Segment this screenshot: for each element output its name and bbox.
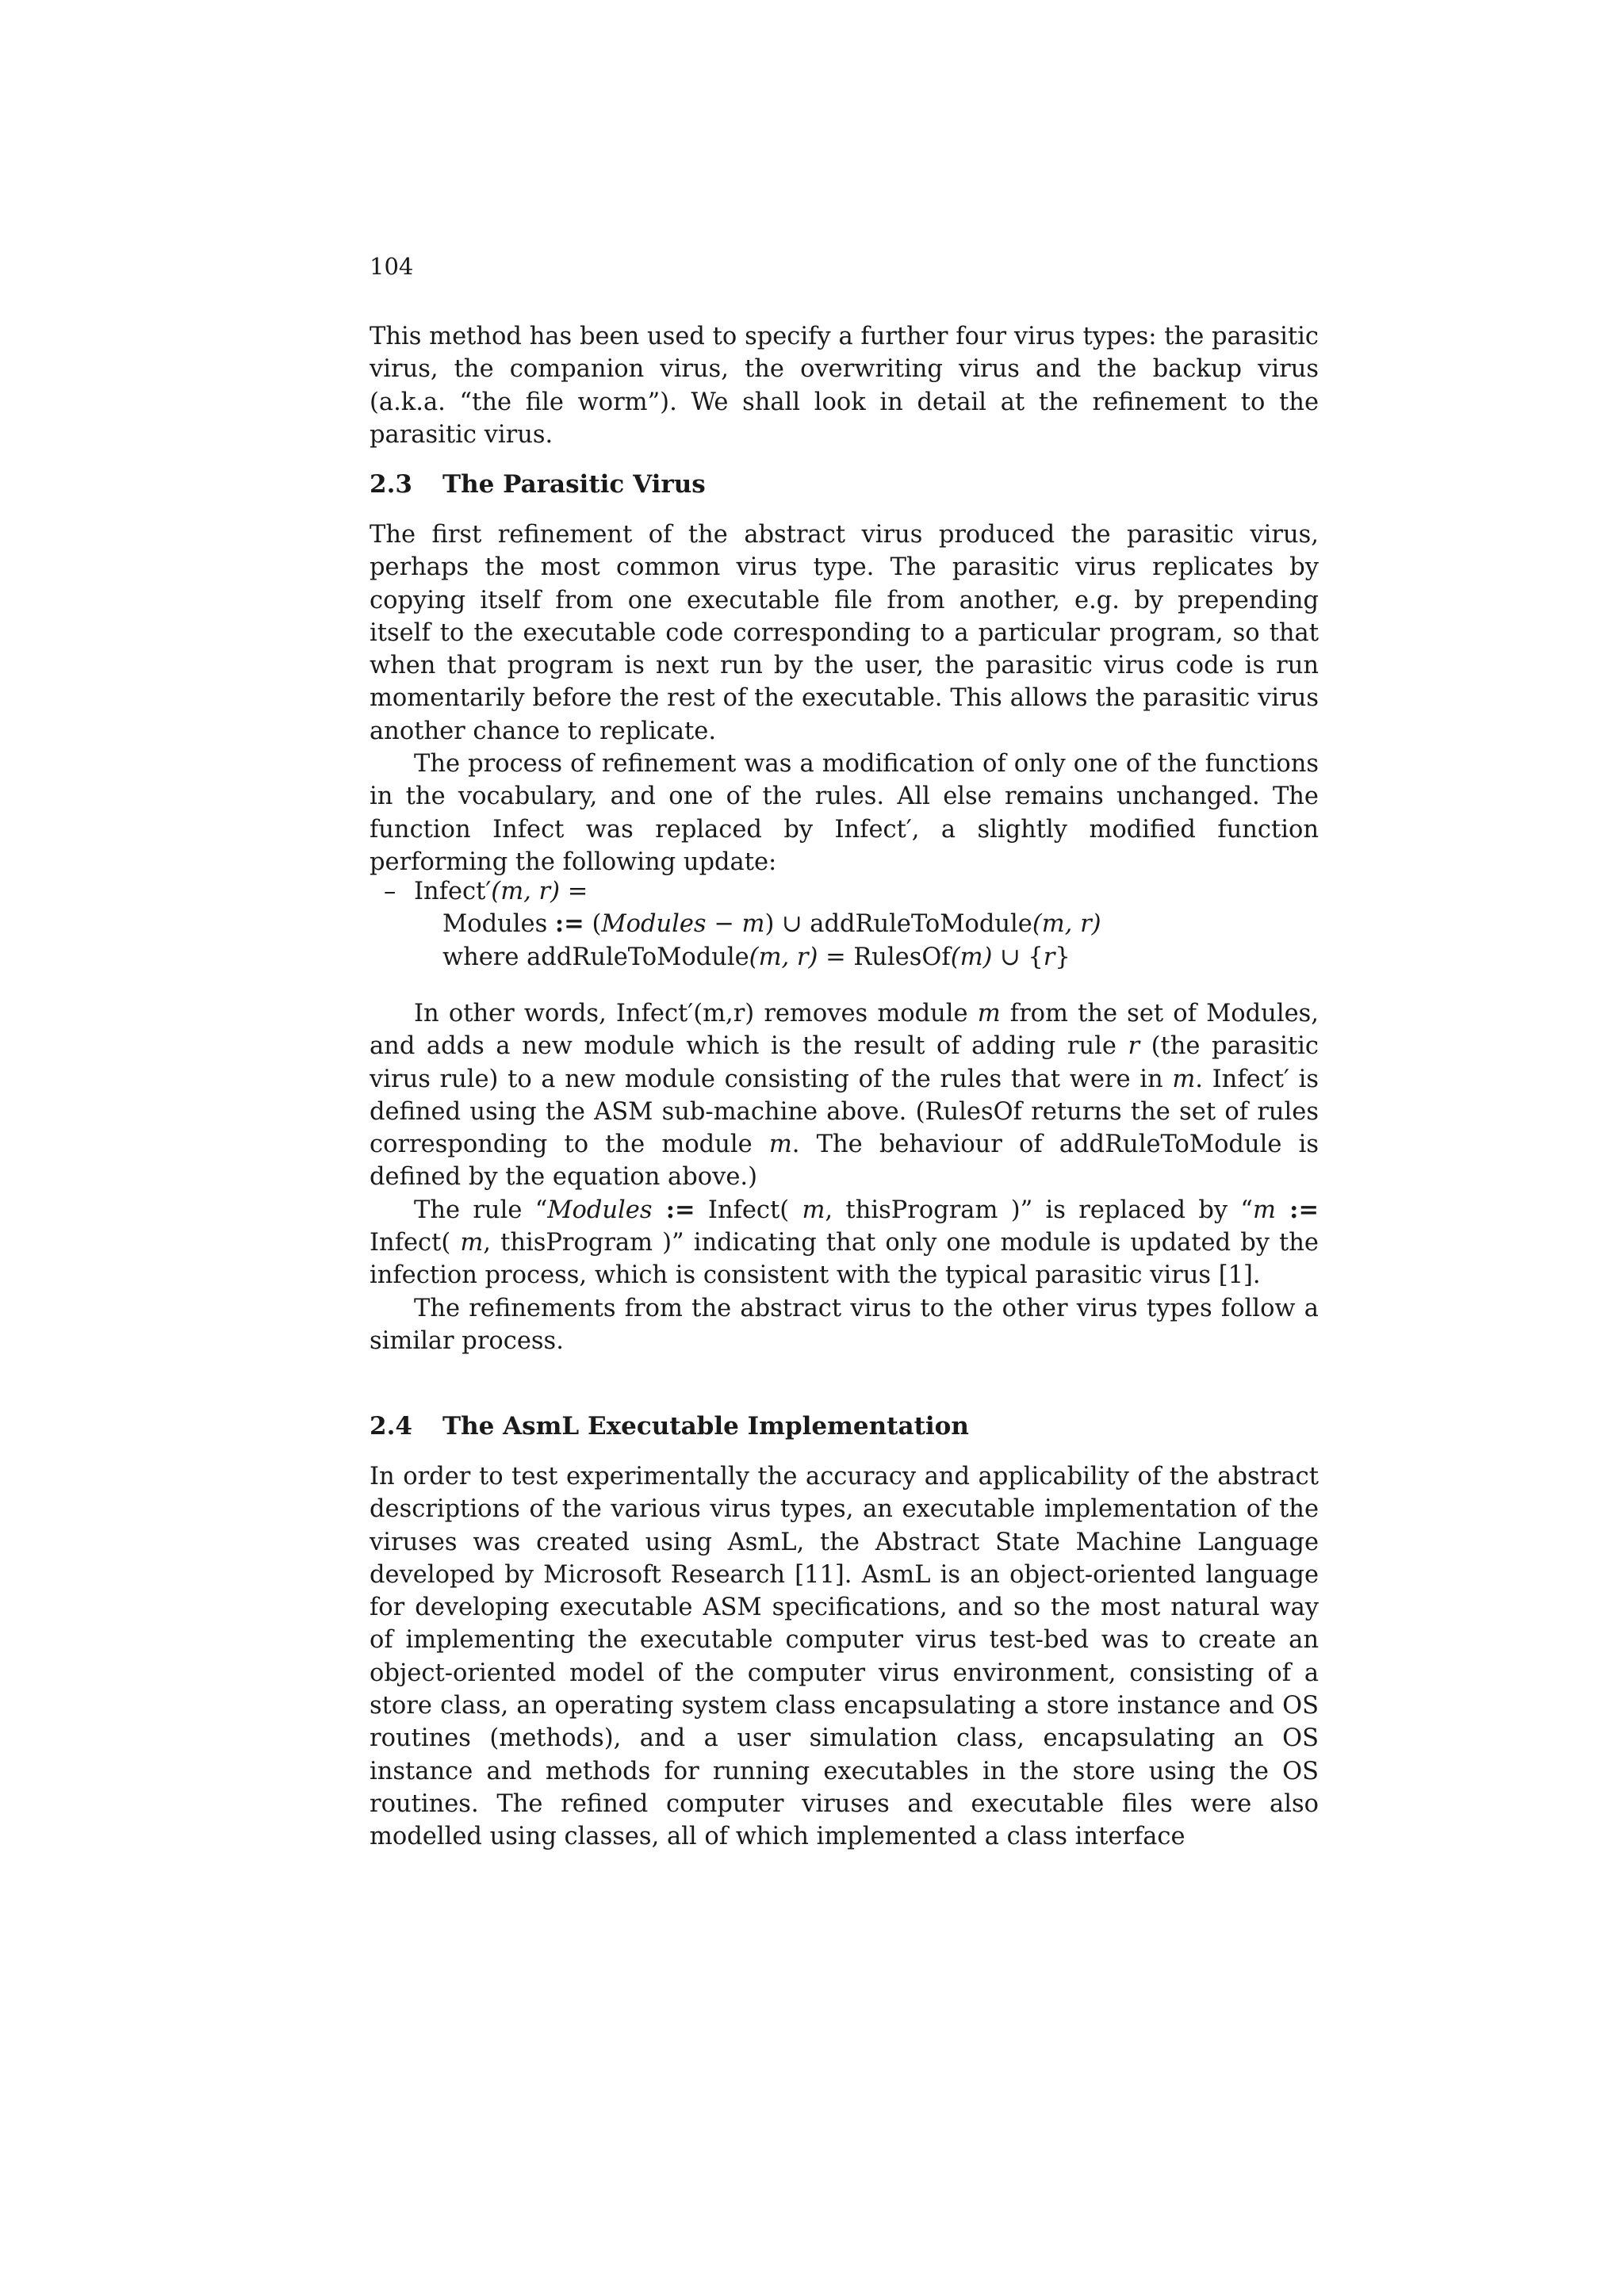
paragraph: The first refinement of the abstract virus produced the parasitic virus, perhaps the most common virus type. The parasitic virus replicates by copying itself from one executable file from another, e.g. by prepending itself to the executable code corresponding to a particular program, so that when that program is next run by the user, the parasitic virus code is run momentarily before the rest of the executable. This allows the parasitic virus another chance to replicate.	[370, 521, 1319, 745]
text-run: from the set of Modules, and adds a new module which is the result of adding rule	[370, 1000, 1319, 1061]
formula-text: Modules	[442, 910, 555, 939]
formula-args: (m, r)	[491, 878, 560, 905]
section-2-3-body	[370, 519, 1319, 878]
section-number: 2.4	[370, 1412, 412, 1441]
paragraph	[370, 997, 1319, 1194]
formula-line	[370, 941, 1319, 974]
paragraph: The process of refinement was a modification of only one of the functions in the vocabulary, and one of the rules. All else remains unchanged. The function Infect was replaced by Infect′, a slightly modified function performing the following update:	[370, 750, 1319, 876]
assign-operator: :=	[652, 1195, 695, 1224]
formula-var: r	[1043, 943, 1055, 971]
math-var: m	[977, 1000, 1001, 1027]
page-number: 104	[370, 253, 414, 280]
text-run: (the parasitic virus rule) to a new module consisting of the rules that were in	[370, 1032, 1320, 1093]
formula-text: ) ∪ addRuleToModule	[764, 910, 1032, 939]
formula-var: Modules	[601, 910, 707, 939]
formula-text: }	[1055, 943, 1071, 971]
formula-var: (m)	[950, 943, 993, 971]
text-run: In other words, Infect′(m,r) removes module	[414, 1000, 978, 1027]
assign-operator: :=	[1275, 1195, 1319, 1224]
text-run: , thisProgram )” indicating that only one module is updated by the infection process, which is consistent with the typical parasitic virus [1].	[370, 1229, 1319, 1290]
text-run: . Infect′ is defined using the ASM sub-machine above. (RulesOf returns the set of rules corresponding to the module	[370, 1065, 1319, 1159]
text-run: Infect(	[695, 1196, 802, 1224]
bullet-dash: –	[384, 878, 396, 905]
section-heading-2-3	[370, 468, 706, 501]
section-2-3-continued	[370, 997, 1319, 1357]
formula-text: Infect′	[414, 878, 492, 905]
text-run: The rule “	[414, 1196, 548, 1224]
section-title: The Parasitic Virus	[442, 470, 706, 499]
section-2-4-body	[370, 1460, 1319, 1854]
section-number: 2.3	[370, 470, 412, 499]
math-var: m	[460, 1229, 484, 1257]
section-heading-2-4	[370, 1410, 969, 1443]
formula-line	[370, 875, 1319, 908]
infect-formula	[370, 875, 1319, 974]
formula-text: = RulesOf	[818, 943, 951, 971]
paragraph: In order to test experimentally the accuracy and applicability of the abstract descriptions of the various virus types, an executable implementation of the viruses was created using AsmL, the Abstract State Machine Language developed by Microsoft Research [11]. AsmL is an object-oriented language for developing executable ASM specifications, and so the most natural way of implementing the executable computer virus test-bed was to create an object-oriented model of the computer virus environment, consisting of a store class, an operating system class encapsulating a store instance and OS routines (methods), and a user simulation class, encapsulating an OS instance and methods for running executables in the store using the OS routines. The refined computer viruses and executable files were also modelled using classes, all of which implemented a class interface	[370, 1463, 1319, 1851]
formula-var: − m	[706, 910, 765, 939]
section-title: The AsmL Executable Implementation	[442, 1412, 969, 1441]
math-var: m	[1172, 1065, 1196, 1093]
paragraph: The refinements from the abstract virus to the other virus types follow a similar process.	[370, 1294, 1319, 1355]
text-run: , thisProgram )” is replaced by “	[825, 1196, 1254, 1224]
formula-args: (m, r)	[1032, 910, 1101, 939]
formula-text: =	[560, 878, 588, 905]
formula-line	[370, 908, 1319, 940]
math-var: r	[1128, 1032, 1140, 1061]
formula-args: (m, r)	[749, 943, 818, 971]
formula-text: ∪ {	[992, 943, 1044, 971]
formula-text: where addRuleToModule	[442, 943, 749, 971]
math-var: Modules	[547, 1196, 653, 1224]
math-var: m	[768, 1131, 792, 1159]
text-run: . The behaviour of addRuleToModule is defined by the equation above.)	[370, 1131, 1319, 1192]
intro-paragraph-text: This method has been used to specify a further four virus types: the parasitic virus, the companion virus, the overwriting virus and the backup virus (a.k.a. “the file worm”). We shall look in detail at the refinement to the parasitic virus.	[370, 323, 1319, 449]
math-var: m	[802, 1196, 825, 1224]
paragraph	[370, 1194, 1319, 1292]
formula-text: (	[584, 910, 602, 939]
math-var: m	[1253, 1196, 1276, 1224]
intro-paragraph	[370, 320, 1319, 451]
assign-operator: :=	[554, 909, 584, 939]
text-run: Infect(	[370, 1229, 461, 1257]
